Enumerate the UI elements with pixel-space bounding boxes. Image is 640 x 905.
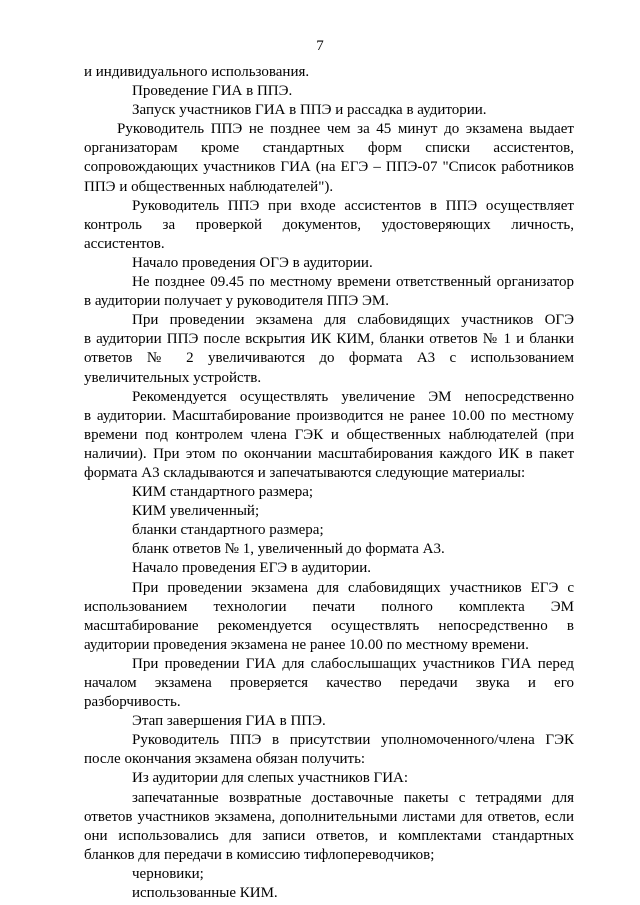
- text-line: организаторам кроме стандартных форм списки ассистентов,: [84, 140, 574, 157]
- text-line: Из аудитории для слепых участников ГИА:: [132, 770, 409, 787]
- text-line: запечатанные возвратные доставочные пакеты с тетрадями для: [132, 789, 574, 806]
- text-line: черновики;: [132, 865, 204, 882]
- text-line: Рекомендуется осуществлять увеличение ЭМ непосредственно: [132, 388, 574, 405]
- text-line: Руководитель ППЭ при входе ассистентов в ППЭ осуществляет: [132, 197, 574, 214]
- text-line: масштабирование рекомендуется осуществлять непосредственно в: [84, 617, 574, 634]
- text-line: При проведении ГИА для слабослышащих участников ГИА перед: [132, 655, 574, 672]
- text-line: после окончания экзамена обязан получить:: [84, 751, 366, 768]
- page-number: 7: [316, 38, 324, 54]
- text-line: использованием технологии печати полного комплекта ЭМ: [84, 598, 574, 615]
- text-line: началом экзамена проверяется качество передачи звука и его: [84, 675, 574, 691]
- text-line: Не позднее 09.45 по местному времени ответственный организатор: [132, 274, 574, 291]
- text-line: Начало проведения ЕГЭ в аудитории.: [132, 560, 372, 577]
- text-line: ППЭ и общественных наблюдателей").: [84, 178, 334, 195]
- text-line: в аудитории ППЭ после вскрытия ИК КИМ, бланки ответов № 1 и бланки: [84, 331, 574, 348]
- text-line: Начало проведения ОГЭ в аудитории.: [132, 254, 373, 271]
- text-line: в аудитории. Масштабирование производится не ранее 10.00 по местному: [84, 407, 574, 424]
- text-line: ассистентов.: [84, 235, 165, 252]
- text-line: и индивидуального использования.: [84, 64, 310, 80]
- text-line: Руководитель ППЭ в присутствии уполномоченного/члена ГЭК: [132, 732, 574, 749]
- text-line: использованные КИМ.: [132, 885, 278, 902]
- text-line: Этап завершения ГИА в ППЭ.: [132, 713, 326, 730]
- text-line: Руководитель ППЭ не позднее чем за 45 минут до экзамена выдает: [117, 121, 574, 138]
- text-line: При проведении экзамена для слабовидящих участников ОГЭ: [132, 312, 574, 329]
- text-line: они использовались для записи ответов, и комплектами стандартных: [84, 827, 574, 844]
- text-line: в аудитории получает у руководителя ППЭ ЭМ.: [84, 293, 390, 310]
- text-line: ответов участников экзамена, дополнительными листами для ответов, если: [84, 808, 574, 825]
- document-body: [84, 63, 574, 903]
- text-line: Проведение ГИА в ППЭ.: [132, 83, 293, 100]
- text-line: бланк ответов № 1, увеличенный до формата А3.: [132, 541, 445, 558]
- text-line: наличии). При этом по окончании масштабирования каждого ИК в пакет: [84, 445, 574, 462]
- text-line: КИМ стандартного размера;: [132, 484, 314, 501]
- text-line: ответов № 2 увеличиваются до формата А3 с использованием: [84, 350, 574, 367]
- text-line: увеличительных устройств.: [84, 369, 262, 386]
- text-line: КИМ увеличенный;: [132, 503, 260, 520]
- text-line: бланков для передачи в комиссию тифлопереводчиков;: [84, 846, 435, 863]
- text-line: Запуск участников ГИА в ППЭ и рассадка в аудитории.: [132, 102, 487, 119]
- text-line: аудитории проведения экзамена не ранее 10.00 по местному времени.: [84, 636, 529, 653]
- text-line: разборчивость.: [84, 694, 181, 711]
- text-line: бланки стандартного размера;: [132, 522, 324, 539]
- text-line: формата А3 складываются и запечатываются следующие материалы:: [84, 464, 526, 481]
- text-line: контроль за проверкой документов, удостоверяющих личность,: [84, 216, 574, 233]
- text-line: При проведении экзамена для слабовидящих участников ЕГЭ с: [132, 579, 574, 596]
- text-line: сопровождающих участников ГИА (на ЕГЭ – ППЭ-07 "Список работников: [84, 159, 574, 176]
- text-line: времени под контролем члена ГЭК и общественных наблюдателей (при: [84, 426, 574, 443]
